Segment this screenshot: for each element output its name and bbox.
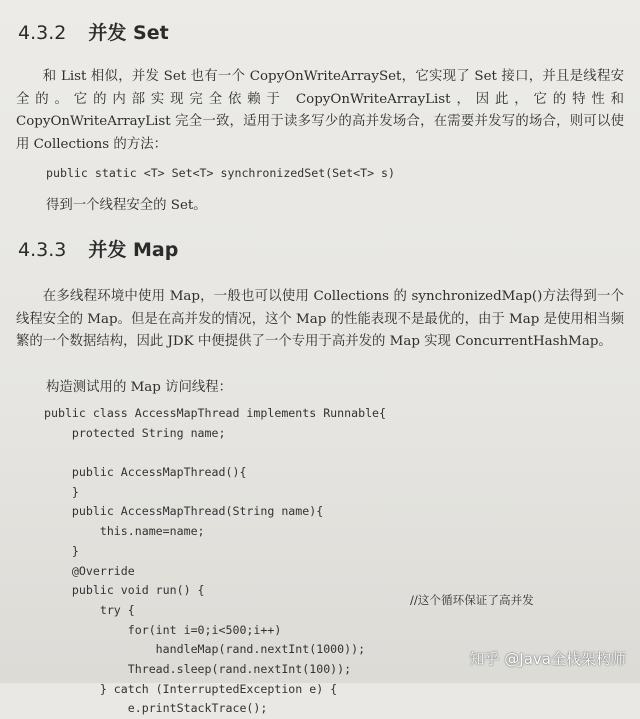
loop-comment: //这个循环保证了高并发 <box>410 593 534 607</box>
zhihu-watermark: 知乎 @Java全栈架构师 <box>469 650 626 668</box>
section-title: 并发 Set <box>88 22 169 44</box>
section-number: 4.3.2 <box>18 22 67 44</box>
code-intro-text: 构造测试用的 Map 访问线程： <box>46 380 233 395</box>
code-line: handleMap(rand.nextInt(1000)); <box>44 642 366 657</box>
code-line: try { <box>44 602 135 617</box>
code-line: this.name=name; <box>44 524 205 539</box>
set-result-text: 得到一个线程安全的 Set。 <box>46 198 207 213</box>
code-line: } <box>44 484 79 499</box>
code-line <box>44 443 386 463</box>
code-line: public AccessMapThread(){ <box>44 465 247 480</box>
code-line: public void run() { <box>44 583 205 598</box>
access-map-thread-code <box>44 404 386 719</box>
code-line: public AccessMapThread(String name){ <box>44 504 324 519</box>
section-number: 4.3.3 <box>18 239 67 261</box>
code-line: protected String name; <box>44 425 226 440</box>
code-line: Thread.sleep(rand.nextInt(100)); <box>44 661 352 676</box>
set-paragraph: 和 List 相似，并发 Set 也有一个 CopyOnWriteArraySet，它实现了 Set 接口，并且是线程安全的。它的内部实现完全依赖于 CopyOnWriteArrayList，因此，它的特性和 CopyOnWriteArrayList 完全一致，适用于读多写少的高并发场合，在需要并发写的场合，则可以使用 Collections 的方法： <box>16 69 624 152</box>
code-line: e.printStackTrace(); <box>44 701 268 716</box>
code-line: } catch (InterruptedException e) { <box>44 681 338 696</box>
code-line: @Override <box>44 563 135 578</box>
code-line: public class AccessMapThread implements Runnable{ <box>44 406 387 420</box>
section-title: 并发 Map <box>88 239 179 261</box>
section-heading-map <box>18 235 178 262</box>
code-line: } <box>44 543 79 558</box>
section-heading-set <box>18 18 169 45</box>
synchronized-set-signature: public static <T> Set<T> synchronizedSet(Set<T> s) <box>46 166 396 180</box>
code-line: for(int i=0;i<500;i++) <box>44 622 282 637</box>
map-paragraph: 在多线程环境中使用 Map，一般也可以使用 Collections 的 synchronizedMap()方法得到一个线程安全的 Map。但是在高并发的情况，这个 Map 的性能表现不是最优的，由于 Map 是使用相当频繁的一个数据结构，因此 JDK 中便提供了一个专用于高并发的 Map 实现 ConcurrentHashMap。 <box>16 289 624 350</box>
